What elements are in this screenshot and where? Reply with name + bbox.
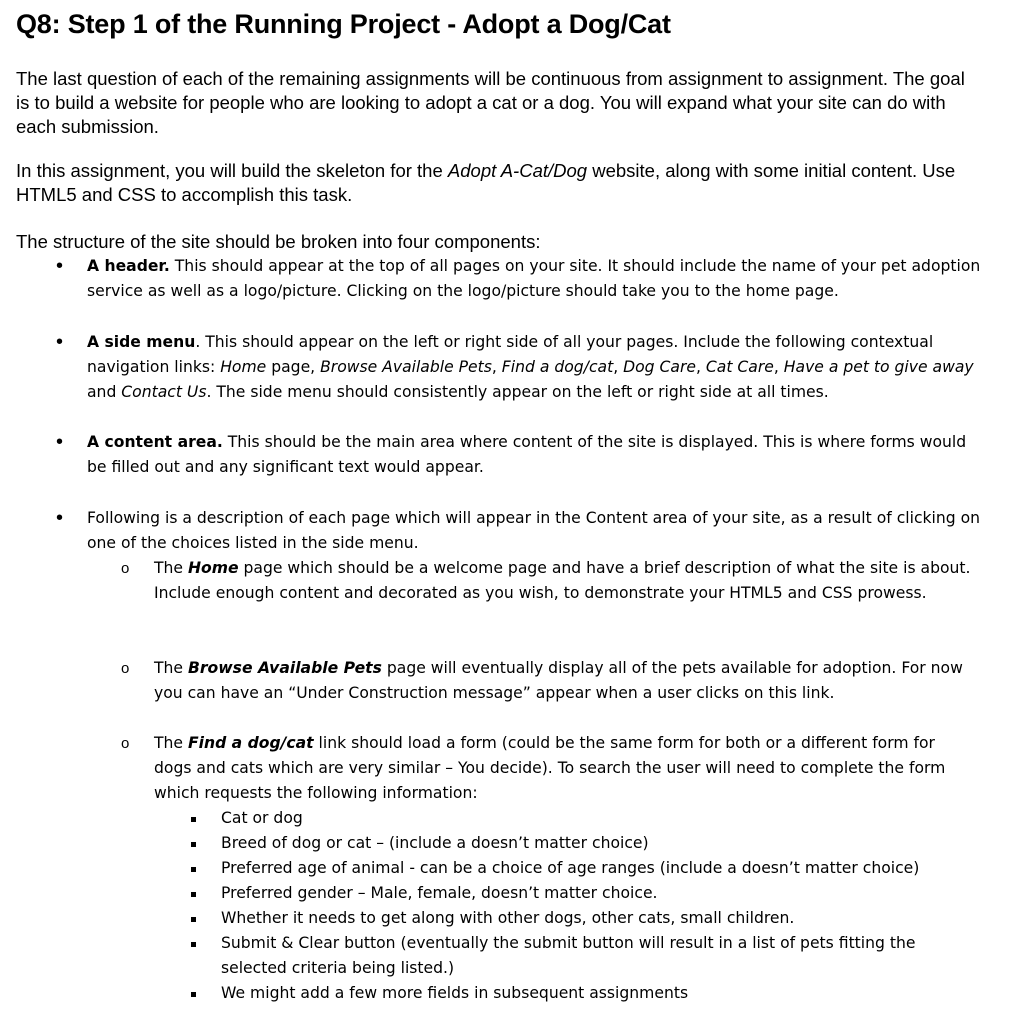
component-text: , — [613, 358, 624, 376]
page-name: Find a dog/cat — [187, 734, 314, 752]
component-header — [87, 254, 987, 304]
component-text: . This should appear on the left or right side of all your pages. Include the following contextual navigation links: — [87, 333, 934, 376]
page-text: page will eventually display all of the pets available for adoption. For now you can have an “Under Construction message” appear when a user clicks on this link. — [154, 659, 963, 702]
component-content-area — [87, 430, 987, 480]
component-term: A header. — [87, 257, 170, 275]
question-title: Q8: Step 1 of the Running Project - Adopt a Dog/Cat — [16, 9, 671, 39]
page-text: page which should be a welcome page and have a brief description of what the site is about. Include enough content and decorated as you wish, to demonstrate your HTML5 and CSS prowess. — [154, 559, 971, 602]
site-name: Adopt A-Cat/Dog — [447, 160, 588, 181]
component-term: A side menu — [87, 333, 196, 351]
component-text: page, — [266, 358, 321, 376]
page-text: The — [154, 734, 188, 752]
nav-link-contact: Contact Us — [121, 383, 207, 401]
intro-text: In this assignment, you will build the skeleton for the — [16, 160, 448, 181]
component-text: , — [491, 358, 502, 376]
component-text: , — [773, 358, 784, 376]
component-text: This should appear at the top of all pages on your site. It should include the name of your pet adoption service as well as a logo/picture. Clicking on the logo/picture should take you to the home page. — [87, 257, 981, 300]
intro-text: website, along with some initial content. Use HTML5 and CSS to accomplish this task. — [16, 160, 956, 205]
component-side-menu — [87, 330, 987, 405]
list-item: Cat or dog — [221, 806, 981, 831]
nav-link-browse: Browse Available Pets — [320, 358, 492, 376]
component-page-descriptions: • Following is a description of each page which will appear in the Content area of your site, as a result of clicking on one of the choices listed in the side menu. — [87, 506, 987, 556]
component-text: . The side menu should consistently appear on the left or right side at all times. — [206, 383, 829, 401]
intro-paragraph-2 — [16, 159, 976, 207]
nav-link-cat-care: Cat Care — [705, 358, 774, 376]
nav-link-home: Home — [220, 358, 267, 376]
intro-paragraph-1: The last question of each of the remaining assignments will be continuous from assignment to assignment. The goal is to build a website for people who are looking to adopt a cat or a dog. You will expand what your site can do with each submission. — [16, 68, 965, 137]
page-text: The — [154, 559, 188, 577]
page-text: link should load a form (could be the same form for both or a different form for dogs and cats which are very similar – You decide). To search the user will need to complete the form which requests the following information: — [154, 734, 946, 802]
page-text: The — [154, 659, 188, 677]
component-text: , — [695, 358, 706, 376]
list-item: Submit & Clear button (eventually the submit button will result in a list of pets fitting the selected criteria being listed.) — [221, 931, 981, 981]
list-item: Breed of dog or cat – (include a doesn’t matter choice) — [221, 831, 981, 856]
intro-paragraph-3: The structure of the site should be broken into four components: — [16, 231, 541, 252]
page-find-description — [154, 731, 974, 806]
nav-link-dog-care: Dog Care — [623, 358, 696, 376]
list-item: We might add a few more fields in subsequent assignments — [221, 981, 981, 1006]
nav-link-find: Find a dog/cat — [501, 358, 614, 376]
list-item: Whether it needs to get along with other dogs, other cats, small children. — [221, 906, 981, 931]
page-home-description — [154, 556, 974, 606]
form-fields-list — [221, 806, 981, 1006]
component-term: A content area. — [87, 433, 223, 451]
page-browse-description — [154, 656, 974, 706]
component-text: This should be the main area where content of the site is displayed. This is where forms would be filled out and any significant text would appear. — [87, 433, 967, 476]
component-text: and — [87, 383, 122, 401]
nav-link-give-away: Have a pet to give away — [783, 358, 974, 376]
page-name: Browse Available Pets — [187, 659, 382, 677]
list-item: Preferred gender – Male, female, doesn’t matter choice. — [221, 881, 981, 906]
page-name: Home — [187, 559, 239, 577]
list-item: Preferred age of animal - can be a choice of age ranges (include a doesn’t matter choice) — [221, 856, 981, 881]
